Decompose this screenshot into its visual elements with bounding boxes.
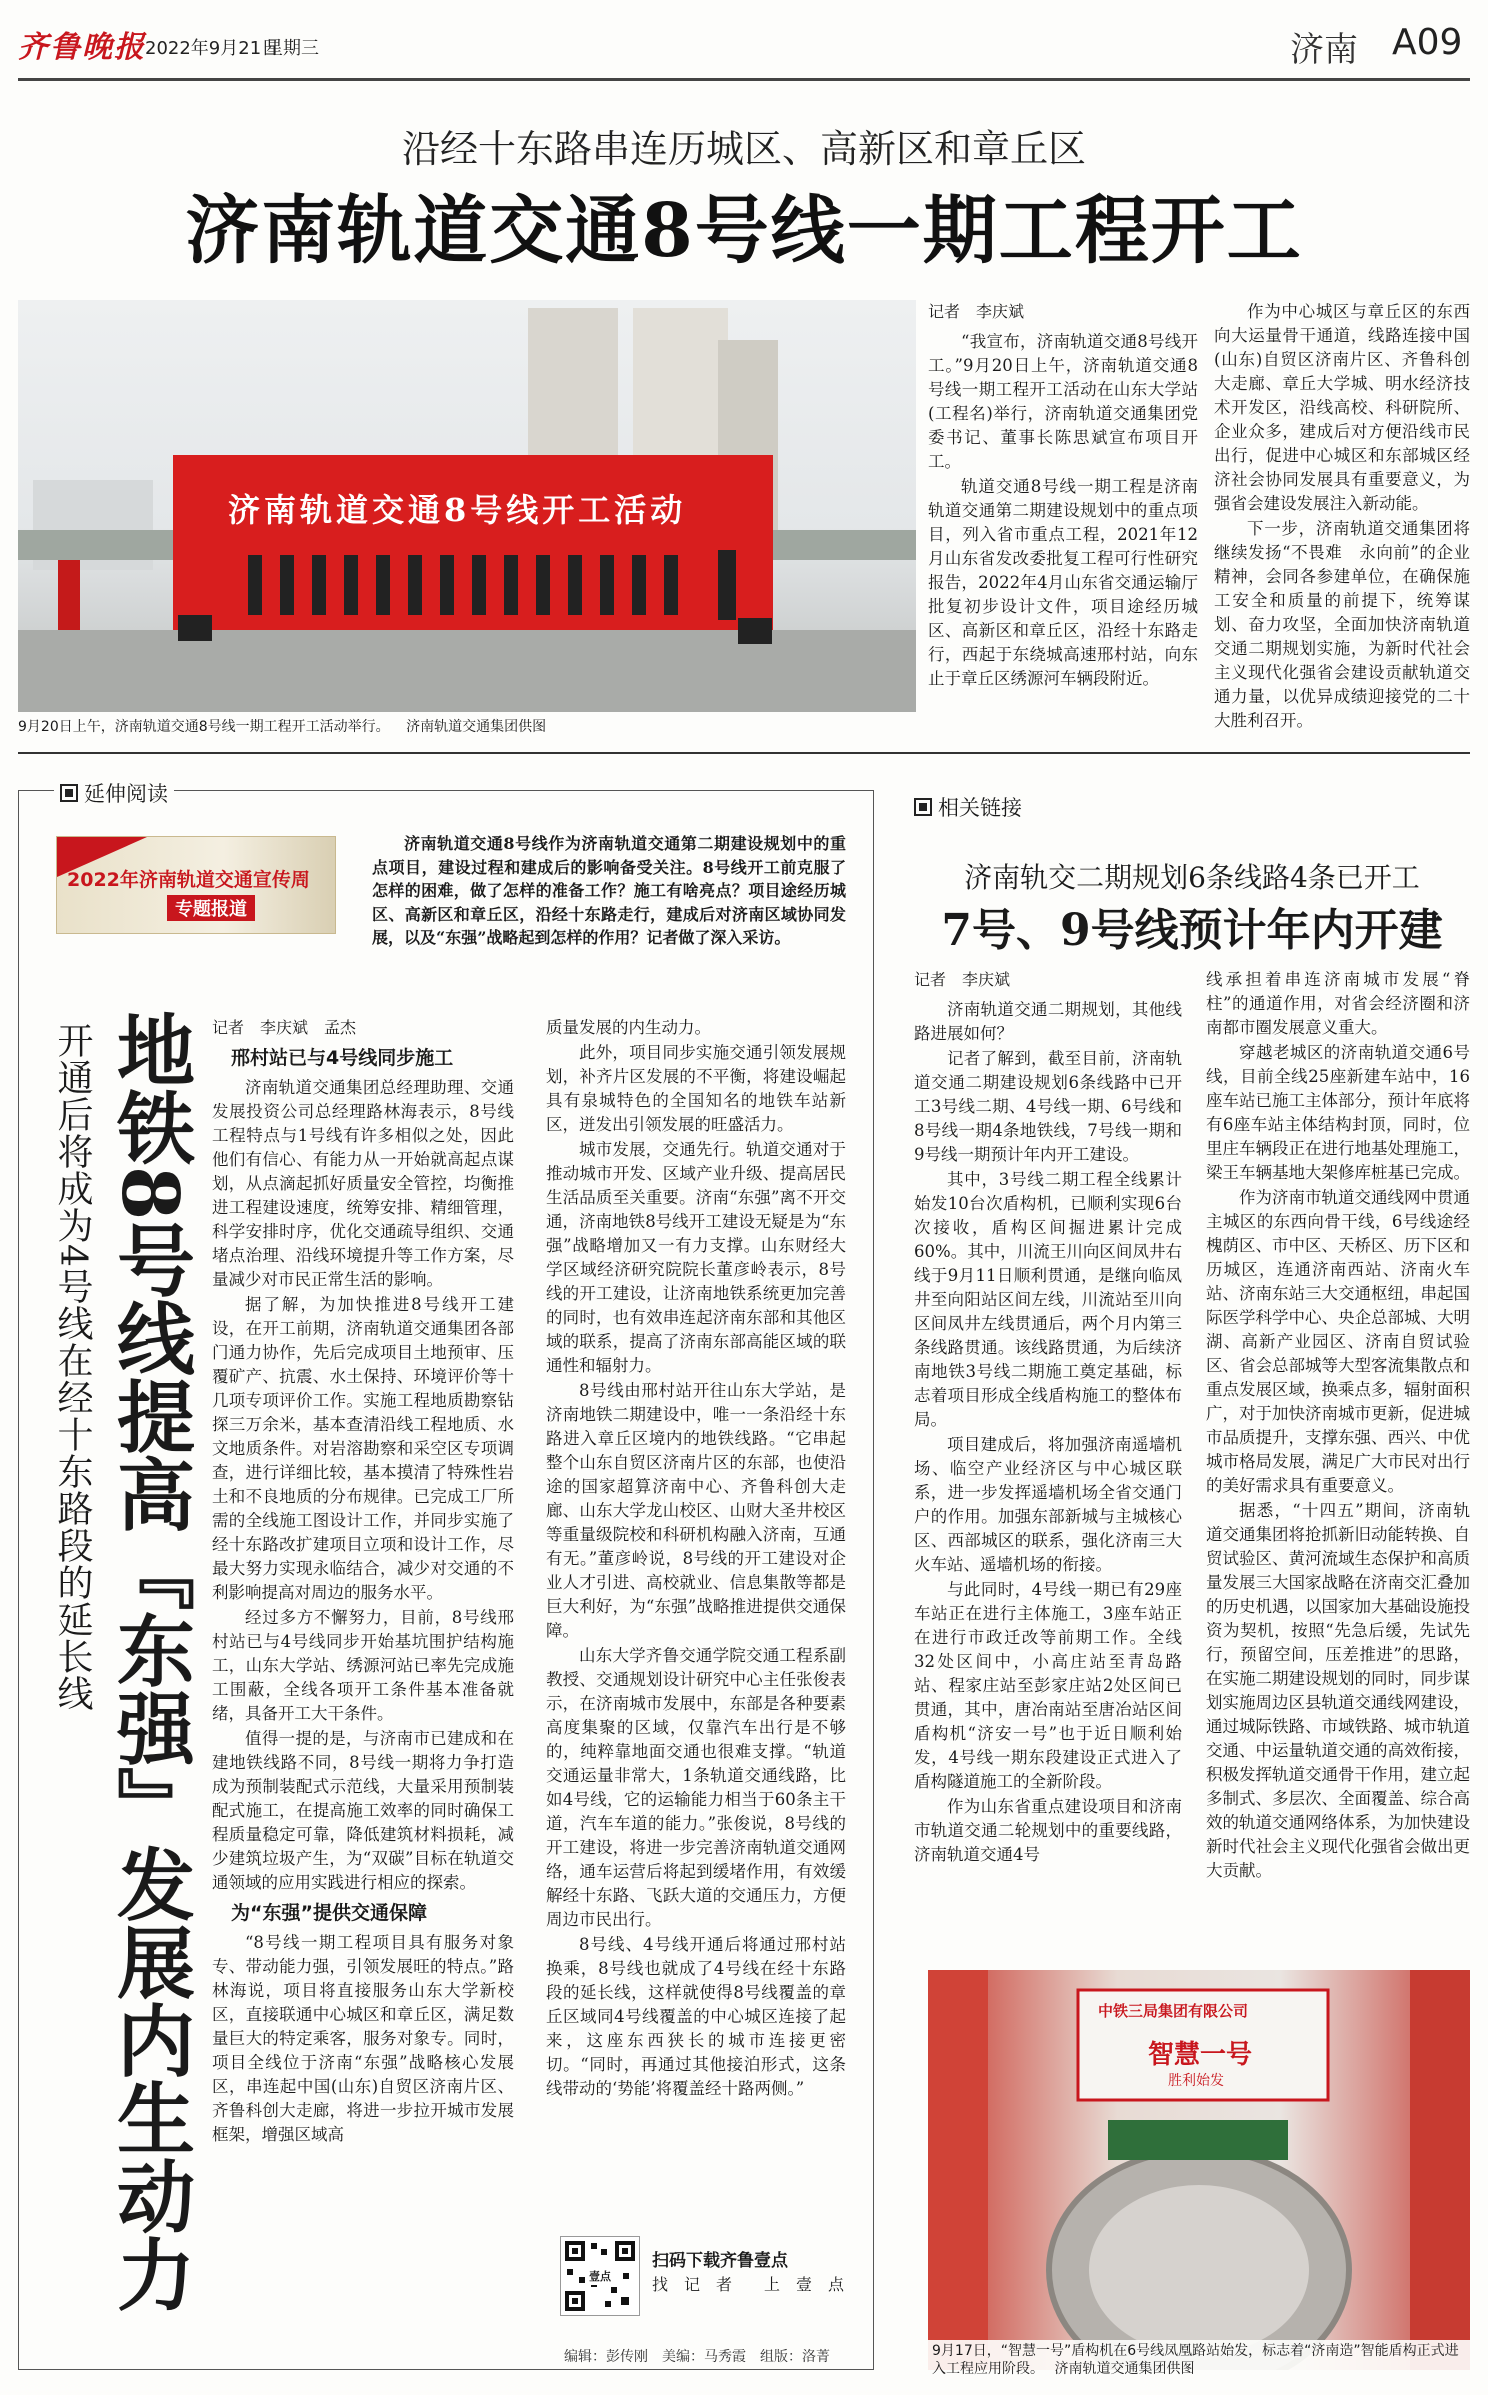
- related-headline: 7号、9号线预计年内开建: [941, 905, 1443, 956]
- issue-date: 2022年9月21日: [145, 38, 280, 59]
- related-paragraph: 作为山东省重点建设项目和济南市轨道交通二轮规划中的重要线路，济南轨道交通4号: [914, 1797, 1182, 1864]
- related-kicker: 济南轨交二期规划6条线路4条已开工: [964, 861, 1420, 894]
- masthead-rule: [18, 78, 1470, 81]
- tag-square-icon: [60, 784, 78, 802]
- extended-paragraph: 此外，项目同步实施交通引领发展规划，补齐片区发展的不平衡，将建设崛起具有泉城特色的全国知名的地铁车站新区，迸发出引领发展的旺盛活力。: [546, 1043, 846, 1134]
- extended-vertical-headline: 地铁8号线提高『东强』发展内生动力: [104, 1010, 195, 2313]
- extended-paragraph: 山东大学齐鲁交通学院交通工程系副教授、交通规划设计研究中心主任张俊表示，在济南城市发展中，东部是各种要素高度集聚的区域，仅靠汽车出行是不够的，纯粹靠地面交通也很难支撑。“轨道交通运量非常大，1条轨道交通线路，比如4号线，它的运输能力相当于60条主干道，汽车车道的能力。”张俊说，8号线的开工建设，将进一步完善济南轨道交通网络，通车运营后将起到缓堵作用，有效缓解经十东路、飞跃大道的交通压力，方便周边市民出行。: [546, 1646, 846, 1929]
- tbm-company: 中铁三局集团有限公司: [1098, 2002, 1249, 2020]
- qr-center-label: 壹点: [588, 2267, 612, 2285]
- extended-paragraph: 据了解，为加快推进8号线开工建设，在开工前期，济南轨道交通集团各部门通力协作，先后完成项目土地预审、压覆矿产、抗震、水土保持、环境评价等十几项专项评价工作。实施工程地质勘察钻探三万余米，基本查清沿线工程地质、水文地质条件。对岩溶勘察和采空区专项调查，进行详细比较，基本摸清了特殊性岩土和不良地质的分布规律。已完成工厂所需的全线施工图设计工作，并同步实施了经十东路改扩建项目立项和设计工作，尽最大努力实现永临结合，减少对交通的不利影响提高对周边的服务水平。: [212, 1295, 514, 1602]
- tbm-scene: [928, 1970, 1470, 2370]
- related-tag-label: 相关链接: [938, 796, 1022, 820]
- extended-col2: [546, 1016, 846, 2196]
- extended-paragraph: 8号线由邢村站开往山东大学站，是济南地铁二期建设中，唯一一条沿经十东路进入章丘区境内的地铁线路。“它串起整个山东自贸区济南片区的东部，也使沿途的国家超算济南中心、齐鲁科创大走廊、山东大学龙山校区、山财大圣井校区等重量级院校和科研机构融入济南，互通有无。”董彦岭说，8号线的开工建设对企业人才引进、高校就业、信息集散等都是巨大利好，为“东强”战略推进提供交通保障。: [546, 1381, 846, 1640]
- lead-caption-credit: 济南轨道交通集团供图: [406, 719, 547, 735]
- section-name: 济南: [1290, 30, 1358, 70]
- lead-photo: [18, 300, 916, 712]
- lead-headline: 济南轨道交通8号线一期工程开工: [185, 188, 1303, 274]
- badge-line1: 2022年济南轨道交通宣传周: [67, 869, 310, 891]
- extended-paragraph: 值得一提的是，与济南市已建成和在建地铁线路不同，8号线一期将力争打造成为预制装配式示范线，大量采用预制装配式施工，在提高施工效率的同时确保工程质量稳定可靠，降低建筑材料损耗，减少建筑垃圾产生，为“双碳”目标在轨道交通领域的应用实践进行相应的探索。: [212, 1729, 514, 1892]
- lead-paragraph: 轨道交通8号线一期工程是济南轨道交通第二期建设规划中的重点项目，列入省市重点工程，2021年12月山东省发改委批复工程可行性研究报告，2022年4月山东省交通运输厅批复初步设计文件，项目途经历城区、高新区和章丘区，沿经十东路走行，西起于东绕城高速邢村站，向东止于章丘区绣源河车辆段附近。: [928, 477, 1198, 688]
- lead-paragraph: 作为中心城区与章丘区的东西向大运量骨干通道，线路连接中国(山东)自贸区济南片区、齐鲁科创大走廊、章丘大学城、明水经济技术开发区，沿线高校、科研院所、企业众多，建成后对方便沿线市民出行，促进中心城区和东部城区经济社会协同发展具有重要意义，为强省会建设发展注入新动能。: [1214, 302, 1470, 513]
- related-paragraph: 与此同时，4号线一期已有29座车站正在进行主体施工，3座车站正在进行市政迁改等前期工作。全线32处区间中，小高庄站至青岛路站、程家庄站至彭家庄站2处区间已贯通，其中，唐冶南站至唐冶站区间盾构机“济安一号”也于近日顺利始发，4号线一期东段建设正式进入了盾构隧道施工的全新阶段。: [914, 1580, 1182, 1791]
- related-caption-credit: 济南轨道交通集团供图: [1054, 2361, 1195, 2377]
- extended-tag-label: 延伸阅读: [84, 782, 168, 806]
- related-photo-caption: [928, 2340, 1470, 2380]
- lead-bottom-rule: [18, 752, 1470, 754]
- related-byline: 记者 李庆斌: [914, 970, 1011, 989]
- lead-article-col1: [928, 300, 1198, 740]
- extended-paragraph: 质量发展的内生动力。: [546, 1018, 711, 1037]
- lead-byline: 记者 李庆斌: [928, 302, 1025, 321]
- lead-paragraph: 下一步，济南轨道交通集团将继续发扬“不畏难 永向前”的企业精神，会同各参建单位，在确保施工安全和质量的前提下，统筹谋划、奋力攻坚，全面加快济南轨道交通二期规划实施，为新时代社会主义现代化强省会建设贡献轨道交通力量，以优异成绩迎接党的二十大胜利召开。: [1214, 519, 1470, 730]
- extended-vertical-subhead: 开通后将成为4号线在经十东路段的延长线: [52, 1022, 93, 1712]
- tbm-slogan: 胜利始发: [1168, 2073, 1224, 2089]
- extended-paragraph: 8号线、4号线开通后将通过邢村站换乘，8号线也就成了4号线在经十东路段的延长线，这样就使得8号线覆盖的章丘区域同4号线覆盖的中心城区连接了起来，这座东西狭长的城市连接更密切。“同时，再通过其他接泊形式，这条线带动的‘势能’将覆盖经十路两侧。”: [546, 1935, 846, 2098]
- badge-line2: 专题报道: [167, 895, 255, 921]
- page-footer-credits: 编辑：彭传刚 美编：马秀霞 组版：洛菁: [564, 2349, 830, 2365]
- related-caption-text: 9月17日，“智慧一号”盾构机在6号线凤凰路站始发，标志着“济南造”智能盾构正式进入工程应用阶段。: [932, 2343, 1459, 2377]
- extended-paragraph: “8号线一期工程项目具有服务对象专、带动能力强，引领发展旺的特点。”路林海说，项目将直接服务山东大学新校区，直接联通中心城区和章丘区，满足数量巨大的特定乘客，服务对象专。同时，项目全线位于济南“东强”战略核心发展区，串连起中国(山东)自贸区济南片区、齐鲁科创大走廊，将进一步拉开城市发展框架，增强区域高: [212, 1933, 514, 2144]
- related-paragraph: 线承担着串连济南城市发展“脊柱”的通道作用，对省会经济圈和济南都市圈发展意义重大。: [1206, 970, 1470, 1037]
- related-tag: [914, 792, 1022, 822]
- related-paragraph: 作为济南市轨道交通线网中贯通主城区的东西向骨干线，6号线途经槐荫区、市中区、天桥区、历下区和历城区，连通济南西站、济南火车站、济南东站三大交通枢纽，串起国际医学科学中心、央企总部城、大明湖、高新产业园区、济南自贸试验区、省会总部城等大型客流集散点和重点发展区域，换乘点多，辐射面积广，对于加快济南城市更新，促进城市品质提升，支撑东强、西兴、中优城市格局发展，满足广大市民对出行的美好需求具有重要意义。: [1206, 1188, 1470, 1495]
- lead-photo-caption: [18, 718, 916, 736]
- extended-subhead-2: 为“东强”提供交通保障: [231, 1902, 427, 1924]
- related-photo: [928, 1970, 1470, 2370]
- qr-code[interactable]: [560, 2236, 640, 2316]
- page-number: A09: [1392, 22, 1463, 63]
- masthead: [0, 0, 1488, 84]
- related-paragraph: 其中，3号线二期工程全线累计始发10台次盾构机，已顺利实现6台次接收，盾构区间掘进累计完成60%。其中，川流王川向区间凤井右线于9月11日顺利贯通，是继向临凤井至向阳站区间左线，川流站至川向区间凤井左线贯通后，两个月内第三条线路贯通。该线路贯通，为后续济南地铁3号线二期施工奠定基础，标志着项目形成全线盾构施工的整体布局。: [914, 1170, 1182, 1429]
- paper-logo: 齐鲁晚报: [18, 30, 146, 65]
- extended-subhead-1: 邢村站已与4号线同步施工: [231, 1047, 454, 1069]
- lead-paragraph: “我宣布，济南轨道交通8号线开工。”9月20日上午，济南轨道交通8号线一期工程开工活动在山东大学站(工程名)举行，济南轨道交通集团党委书记、董事长陈思斌宣布项目开工。: [928, 332, 1198, 471]
- campaign-badge: [56, 836, 336, 934]
- lead-article-col2: [1214, 300, 1470, 740]
- lead-kicker: 沿经十东路串连历城区、高新区和章丘区: [401, 127, 1086, 171]
- tag-square-icon: [914, 798, 932, 816]
- lead-photo-banner: 济南轨道交通8号线开工活动: [228, 491, 687, 529]
- tbm-name: 智慧一号: [1148, 2040, 1253, 2070]
- qr-line2: 找 记 者 上 壹 点: [652, 2275, 845, 2294]
- qr-line1: 扫码下载齐鲁壹点: [652, 2251, 788, 2271]
- issue-weekday: 星期三: [265, 38, 319, 59]
- extended-byline: 记者 李庆斌 孟杰: [212, 1018, 357, 1037]
- related-paragraph: 济南轨道交通二期规划，其他线路进展如何？: [914, 1000, 1182, 1043]
- extended-col1: [212, 1016, 514, 2346]
- extended-intro: 济南轨道交通8号线作为济南轨道交通第二期建设规划中的重点项目，建设过程和建成后的影响备受关注。8号线开工前克服了怎样的困难，做了怎样的准备工作？施工有啥亮点？项目途经历城区、高新区和章丘区，沿经十东路走行，建成后对济南区域协同发展，以及“东强”战略起到怎样的作用？记者做了深入采访。: [372, 834, 846, 947]
- related-paragraph: 项目建成后，将加强济南遥墙机场、临空产业经济区与中心城区联系，进一步发挥遥墙机场全省交通门户的作用。加强东部新城与主城核心区、西部城区的联系，强化济南三大火车站、遥墙机场的衔接。: [914, 1435, 1182, 1574]
- related-paragraph: 记者了解到，截至目前，济南轨道交通二期建设规划6条线路中已开工3号线二期、4号线一期、6号线和8号线一期4条地铁线，7号线一期和9号线一期预计年内开工建设。: [914, 1049, 1182, 1164]
- extended-paragraph: 经过多方不懈努力，目前，8号线邢村站已与4号线同步开始基坑围护结构施工，山东大学站、绣源河站已率先完成施工围蔽，全线各项开工条件基本准备就绪，具备开工大干条件。: [212, 1608, 514, 1723]
- related-col2: [1206, 968, 1470, 1918]
- extended-paragraph: 城市发展，交通先行。轨道交通对于推动城市开发、区域产业升级、提高居民生活品质至关重要。济南“东强”离不开交通，济南地铁8号线开工建设无疑是为“东强”战略增加又一有力支撑。山东财经大学区域经济研究院院长董彦岭表示，8号线的开工建设，让济南地铁系统更加完善的同时，也有效串连起济南东部和其他区域的联系，提高了济南东部高能区域的联通性和辐射力。: [546, 1140, 846, 1375]
- related-col1: [914, 968, 1182, 1918]
- related-paragraph: 穿越老城区的济南轨道交通6号线，目前全线25座新建车站中，16座车站已施工主体部分，预计年底将有6座车站主体结构封顶，同时，位里庄车辆段正在进行地基处理施工，梁王车辆基地大架修库桩基已完成。: [1206, 1043, 1470, 1182]
- related-paragraph: 据悉，“十四五”期间，济南轨道交通集团将抢抓新旧动能转换、自贸试验区、黄河流域生态保护和高质量发展三大国家战略在济南交汇叠加的历史机遇，以国家加大基础设施投资为契机，按照“先急后缓，先试先行，预留空间，压差推进”的思路，在实施二期建设规划的同时，同步谋划实施周边区县轨道交通线网建设，通过城际铁路、市域铁路、城市轨道交通、中运量轨道交通的高效衔接，积极发挥轨道交通骨干作用，建立起多制式、多层次、全面覆盖、综合高效的轨道交通网络体系，为加快建设新时代社会主义现代化强省会做出更大贡献。: [1206, 1501, 1470, 1880]
- lead-caption-text: 9月20日上午，济南轨道交通8号线一期工程开工活动举行。: [18, 719, 390, 735]
- extended-tag: [54, 778, 174, 808]
- extended-paragraph: 济南轨道交通集团总经理助理、交通发展投资公司总经理路林海表示，8号线工程特点与1号线有许多相似之处，因此他们有信心、有能力从一开始就高起点谋划，从点滴起抓好质量安全管控，均衡推进工程建设速度，统筹安排、精细管理，科学安排时序，优化交通疏导组织、交通堵点治理、沿线环境提升等工作方案，尽量减少对市民正常生活的影响。: [212, 1078, 514, 1289]
